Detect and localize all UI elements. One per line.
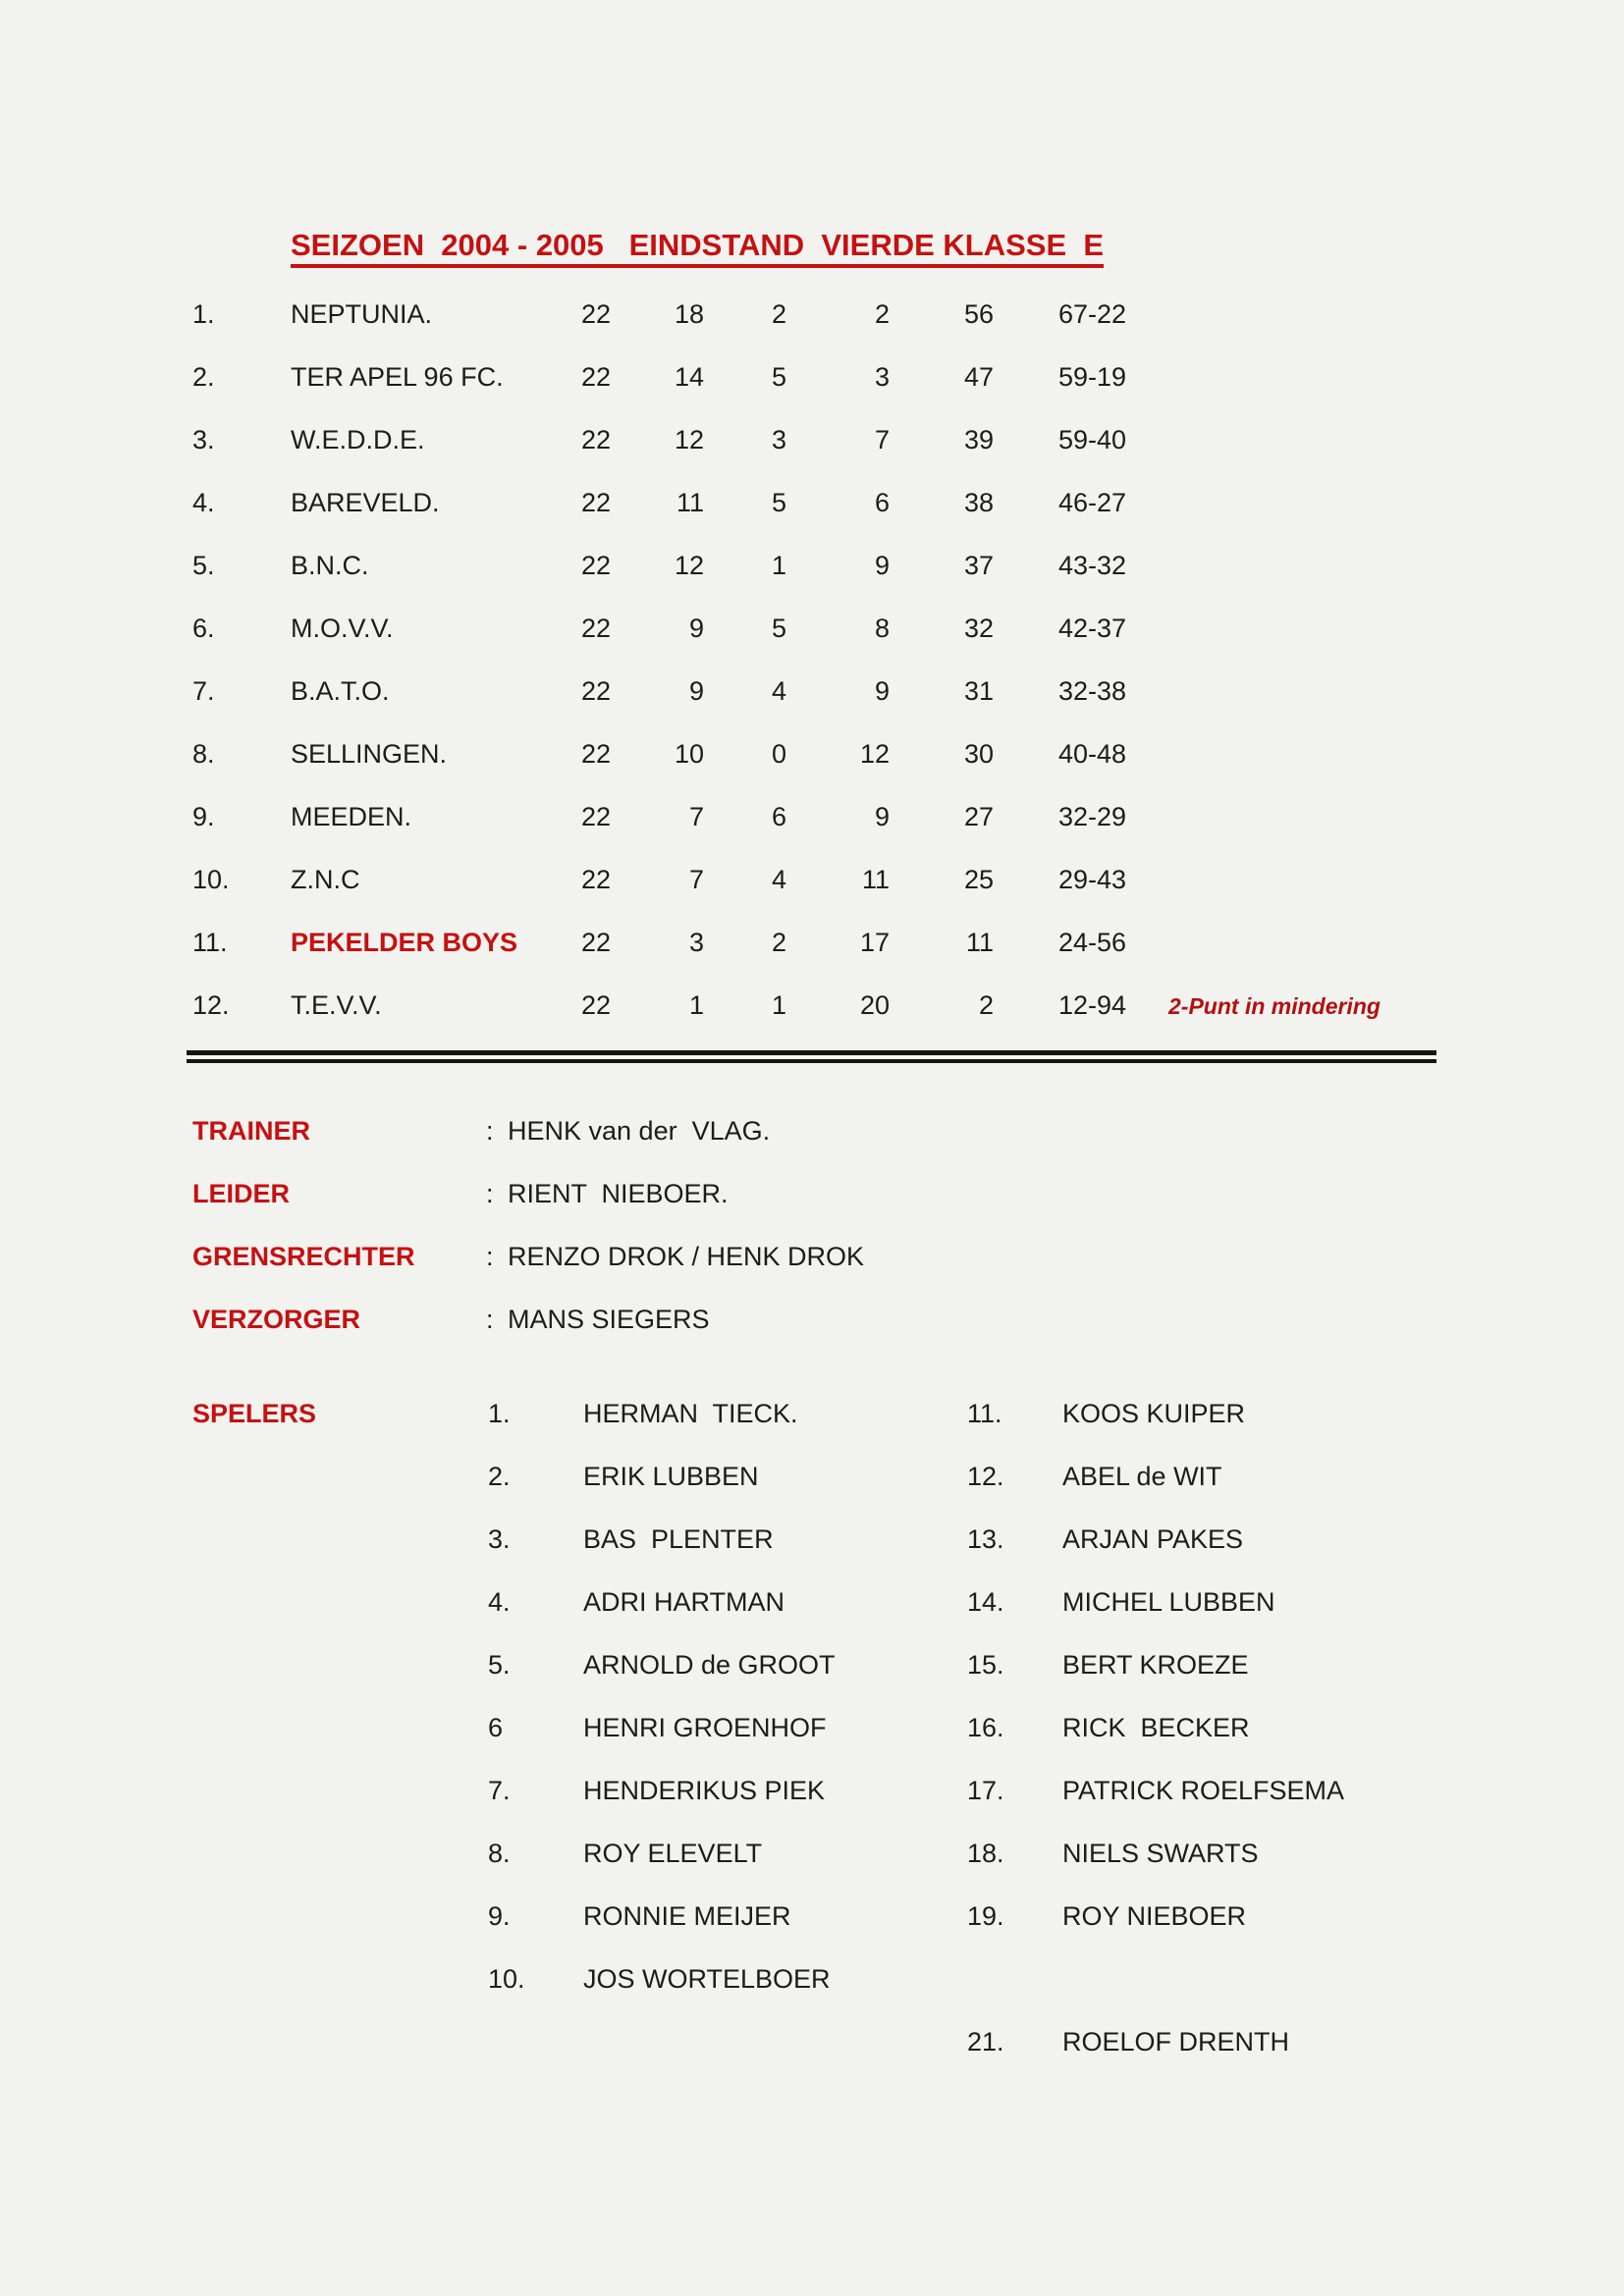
points: 38 bbox=[963, 488, 994, 517]
wins: 11 bbox=[676, 488, 704, 517]
losses: 12 bbox=[859, 739, 890, 769]
draws: 6 bbox=[771, 802, 786, 831]
matches-played: 22 bbox=[580, 865, 611, 894]
draws: 0 bbox=[771, 739, 786, 769]
colon-separator: : bbox=[486, 1305, 494, 1334]
goal-difference: 42-37 bbox=[1058, 614, 1127, 643]
player-name: BERT KROEZE bbox=[1062, 1650, 1249, 1680]
wins: 9 bbox=[688, 614, 704, 643]
player-number: 7. bbox=[488, 1776, 511, 1805]
draws: 5 bbox=[771, 362, 786, 392]
team-name: PEKELDER BOYS bbox=[291, 928, 518, 957]
wins: 12 bbox=[674, 425, 704, 454]
position-number: 5. bbox=[192, 551, 215, 580]
points: 2 bbox=[978, 990, 994, 1020]
standings-row bbox=[0, 549, 1624, 612]
draws: 2 bbox=[771, 299, 786, 329]
wins: 9 bbox=[688, 676, 704, 706]
losses: 8 bbox=[874, 614, 890, 643]
draws: 1 bbox=[771, 551, 786, 580]
players-list bbox=[0, 1397, 1624, 2088]
colon-separator: : bbox=[486, 1116, 494, 1146]
player-name: ABEL de WIT bbox=[1062, 1462, 1222, 1491]
position-number: 11. bbox=[192, 928, 228, 957]
player-number: 19. bbox=[967, 1901, 1004, 1931]
player-number: 12. bbox=[967, 1462, 1004, 1491]
goal-difference: 24-56 bbox=[1058, 928, 1127, 957]
players-row bbox=[0, 1460, 1624, 1522]
draws: 1 bbox=[771, 990, 786, 1020]
team-name: SELLINGEN. bbox=[291, 739, 448, 769]
matches-played: 22 bbox=[580, 425, 611, 454]
goal-difference: 29-43 bbox=[1058, 865, 1127, 894]
standings-row bbox=[0, 423, 1624, 486]
staff-value: HENK van der VLAG. bbox=[508, 1116, 771, 1146]
double-rule bbox=[187, 1050, 1436, 1063]
player-number: 8. bbox=[488, 1839, 511, 1868]
position-number: 9. bbox=[192, 802, 215, 831]
player-number: 1. bbox=[488, 1399, 511, 1428]
draws: 4 bbox=[771, 676, 786, 706]
standings-row bbox=[0, 926, 1624, 988]
goal-difference: 43-32 bbox=[1058, 551, 1127, 580]
team-name: MEEDEN. bbox=[291, 802, 412, 831]
points: 30 bbox=[963, 739, 994, 769]
player-number: 10. bbox=[488, 1964, 525, 1994]
player-number: 13. bbox=[967, 1524, 1004, 1554]
staff-label: LEIDER bbox=[192, 1179, 291, 1208]
standings-row bbox=[0, 297, 1624, 360]
matches-played: 22 bbox=[580, 739, 611, 769]
staff-value: RENZO DROK / HENK DROK bbox=[508, 1242, 865, 1271]
goal-difference: 59-19 bbox=[1058, 362, 1127, 392]
matches-played: 22 bbox=[580, 362, 611, 392]
player-number: 6 bbox=[488, 1713, 504, 1742]
draws: 5 bbox=[771, 614, 786, 643]
player-number: 3. bbox=[488, 1524, 511, 1554]
points: 32 bbox=[963, 614, 994, 643]
staff-row-trainer bbox=[192, 1114, 770, 1148]
team-name: BAREVELD. bbox=[291, 488, 440, 517]
draws: 5 bbox=[771, 488, 786, 517]
players-row bbox=[0, 1397, 1624, 1460]
standings-row bbox=[0, 988, 1624, 1051]
player-name: ARJAN PAKES bbox=[1062, 1524, 1244, 1554]
player-name: BAS PLENTER bbox=[583, 1524, 774, 1554]
staff-row-grensrechter bbox=[192, 1240, 864, 1273]
team-name: TER APEL 96 FC. bbox=[291, 362, 504, 392]
points: 56 bbox=[963, 299, 994, 329]
players-row bbox=[0, 2025, 1624, 2088]
matches-played: 22 bbox=[580, 676, 611, 706]
goal-difference: 46-27 bbox=[1058, 488, 1127, 517]
matches-played: 22 bbox=[580, 928, 611, 957]
position-number: 3. bbox=[192, 425, 215, 454]
points: 25 bbox=[963, 865, 994, 894]
staff-value: RIENT NIEBOER. bbox=[508, 1179, 729, 1208]
position-number: 6. bbox=[192, 614, 215, 643]
wins: 18 bbox=[674, 299, 704, 329]
team-name: Z.N.C bbox=[291, 865, 360, 894]
points: 11 bbox=[965, 928, 994, 957]
team-name: NEPTUNIA. bbox=[291, 299, 433, 329]
players-row bbox=[0, 1522, 1624, 1585]
player-number: 9. bbox=[488, 1901, 511, 1931]
losses: 11 bbox=[861, 865, 890, 894]
wins: 3 bbox=[688, 928, 704, 957]
player-number: 2. bbox=[488, 1462, 511, 1491]
position-number: 8. bbox=[192, 739, 215, 769]
standings-row bbox=[0, 737, 1624, 800]
player-name: MICHEL LUBBEN bbox=[1062, 1587, 1275, 1617]
standings-table bbox=[0, 297, 1624, 1051]
wins: 7 bbox=[688, 802, 704, 831]
player-name: ARNOLD de GROOT bbox=[583, 1650, 836, 1680]
player-number: 11. bbox=[967, 1399, 1002, 1428]
goal-difference: 12-94 bbox=[1058, 990, 1127, 1020]
standings-row bbox=[0, 800, 1624, 863]
team-name: W.E.D.D.E. bbox=[291, 425, 425, 454]
player-name: HENDERIKUS PIEK bbox=[583, 1776, 826, 1805]
wins: 10 bbox=[674, 739, 704, 769]
losses: 7 bbox=[874, 425, 890, 454]
player-name: KOOS KUIPER bbox=[1062, 1399, 1246, 1428]
points: 27 bbox=[963, 802, 994, 831]
colon-separator: : bbox=[486, 1179, 494, 1208]
points: 37 bbox=[963, 551, 994, 580]
position-number: 2. bbox=[192, 362, 215, 392]
goal-difference: 67-22 bbox=[1058, 299, 1127, 329]
players-row bbox=[0, 1774, 1624, 1837]
goal-difference: 59-40 bbox=[1058, 425, 1127, 454]
player-name: ADRI HARTMAN bbox=[583, 1587, 785, 1617]
matches-played: 22 bbox=[580, 614, 611, 643]
position-number: 10. bbox=[192, 865, 230, 894]
losses: 3 bbox=[874, 362, 890, 392]
player-name: RONNIE MEIJER bbox=[583, 1901, 791, 1931]
losses: 9 bbox=[874, 676, 890, 706]
losses: 2 bbox=[874, 299, 890, 329]
matches-played: 22 bbox=[580, 299, 611, 329]
staff-value: MANS SIEGERS bbox=[508, 1305, 710, 1334]
losses: 6 bbox=[874, 488, 890, 517]
team-name: M.O.V.V. bbox=[291, 614, 394, 643]
standings-row bbox=[0, 674, 1624, 737]
goal-difference: 32-38 bbox=[1058, 676, 1127, 706]
staff-row-verzorger bbox=[192, 1303, 710, 1336]
losses: 9 bbox=[874, 551, 890, 580]
player-number: 18. bbox=[967, 1839, 1004, 1868]
wins: 7 bbox=[688, 865, 704, 894]
player-name: PATRICK ROELFSEMA bbox=[1062, 1776, 1345, 1805]
standings-row bbox=[0, 863, 1624, 926]
players-row bbox=[0, 1585, 1624, 1648]
points: 39 bbox=[963, 425, 994, 454]
players-row bbox=[0, 1648, 1624, 1711]
losses: 9 bbox=[874, 802, 890, 831]
losses: 20 bbox=[859, 990, 890, 1020]
points-deduction-note: 2-Punt in mindering bbox=[1168, 993, 1380, 1019]
matches-played: 22 bbox=[580, 990, 611, 1020]
position-number: 4. bbox=[192, 488, 215, 517]
wins: 1 bbox=[688, 990, 704, 1020]
player-number: 17. bbox=[967, 1776, 1004, 1805]
team-name: B.N.C. bbox=[291, 551, 369, 580]
wins: 12 bbox=[674, 551, 704, 580]
staff-label: VERZORGER bbox=[192, 1305, 361, 1334]
player-name: HENRI GROENHOF bbox=[583, 1713, 827, 1742]
standings-row bbox=[0, 486, 1624, 549]
player-number: 5. bbox=[488, 1650, 511, 1680]
goal-difference: 32-29 bbox=[1058, 802, 1127, 831]
matches-played: 22 bbox=[580, 551, 611, 580]
matches-played: 22 bbox=[580, 802, 611, 831]
colon-separator: : bbox=[486, 1242, 494, 1271]
players-row bbox=[0, 1711, 1624, 1774]
player-number: 4. bbox=[488, 1587, 511, 1617]
position-number: 7. bbox=[192, 676, 215, 706]
draws: 4 bbox=[771, 865, 786, 894]
points: 31 bbox=[963, 676, 994, 706]
position-number: 1. bbox=[192, 299, 215, 329]
team-name: T.E.V.V. bbox=[291, 990, 382, 1020]
players-row bbox=[0, 1837, 1624, 1899]
player-name: ROY NIEBOER bbox=[1062, 1901, 1247, 1931]
player-name: ERIK LUBBEN bbox=[583, 1462, 759, 1491]
player-number: 21. bbox=[967, 2027, 1004, 2056]
team-name: B.A.T.O. bbox=[291, 676, 390, 706]
season-title: SEIZOEN 2004 - 2005 EINDSTAND VIERDE KLASSE E bbox=[291, 230, 1104, 268]
staff-label: GRENSRECHTER bbox=[192, 1242, 415, 1271]
player-name: HERMAN TIECK. bbox=[583, 1399, 798, 1428]
losses: 17 bbox=[859, 928, 890, 957]
draws: 3 bbox=[771, 425, 786, 454]
wins: 14 bbox=[674, 362, 704, 392]
players-row bbox=[0, 1962, 1624, 2025]
position-number: 12. bbox=[192, 990, 230, 1020]
player-name: ROELOF DRENTH bbox=[1062, 2027, 1290, 2056]
points: 47 bbox=[963, 362, 994, 392]
draws: 2 bbox=[771, 928, 786, 957]
player-name: ROY ELEVELT bbox=[583, 1839, 763, 1868]
player-name: JOS WORTELBOER bbox=[583, 1964, 831, 1994]
goal-difference: 40-48 bbox=[1058, 739, 1127, 769]
matches-played: 22 bbox=[580, 488, 611, 517]
player-number: 16. bbox=[967, 1713, 1004, 1742]
players-row bbox=[0, 1899, 1624, 1962]
players-heading: SPELERS bbox=[192, 1399, 317, 1428]
player-number: 15. bbox=[967, 1650, 1004, 1680]
player-number: 14. bbox=[967, 1587, 1004, 1617]
player-name: NIELS SWARTS bbox=[1062, 1839, 1259, 1868]
standings-row bbox=[0, 612, 1624, 674]
staff-row-leider bbox=[192, 1177, 729, 1210]
player-name: RICK BECKER bbox=[1062, 1713, 1250, 1742]
staff-label: TRAINER bbox=[192, 1116, 310, 1146]
standings-row bbox=[0, 360, 1624, 423]
